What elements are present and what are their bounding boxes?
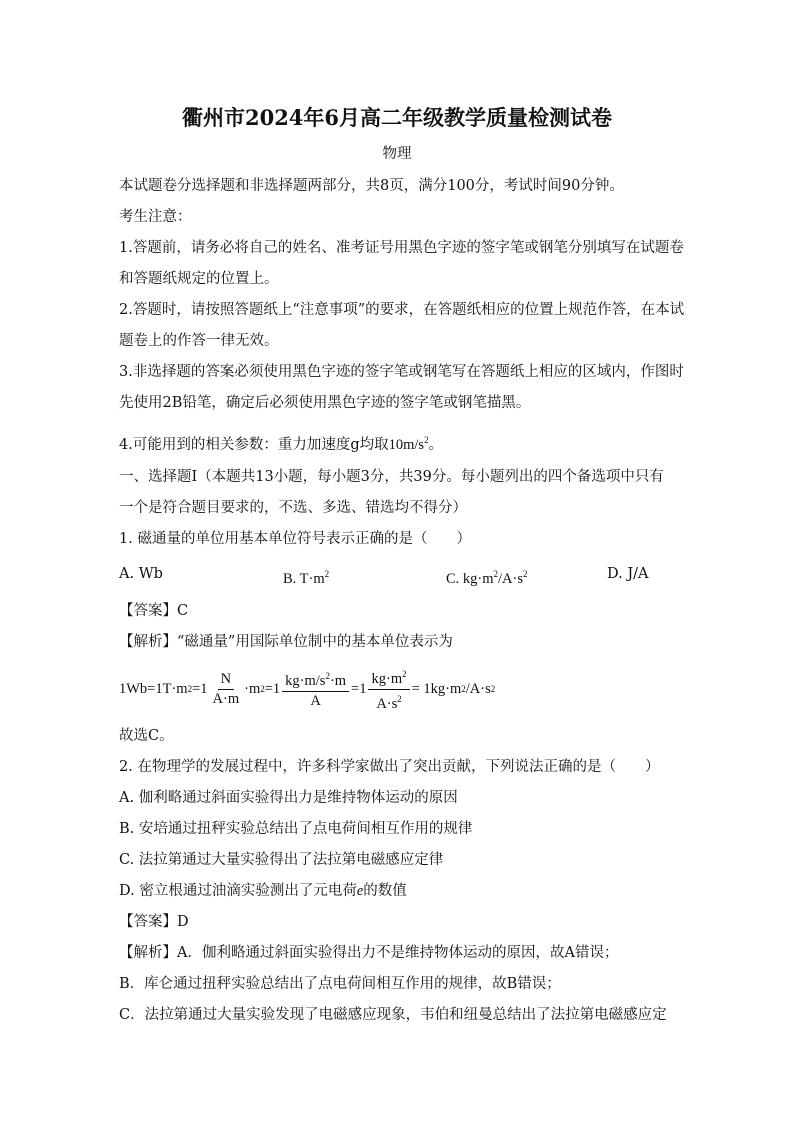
notice-4-end: 。	[428, 437, 444, 453]
exam-intro: 本试题卷分选择题和非选择题两部分，共8页，满分100分，考试时间90分钟。	[119, 178, 624, 194]
notice-3-line-2: 先使用2B铅笔，确定后必须使用黑色字迹的签字笔或钢笔描黑。	[119, 395, 531, 411]
q2-analysis-c: C．法拉第通过大量实验发现了电磁感应现象，韦伯和纽曼总结出了法拉第电磁感应定	[119, 1007, 667, 1023]
q1-unit-formula: 1Wb=1T·m 2 =1 $\frac{N}{A\cdot m}$ ·m 2 =1 $\frac{kg\cdot m/s^2\cdot m}{A}$ =1 $\frac{kg\cdot m^2}{A\cdot s^2}$ = 1kg·m 2 /A·s 2	[119, 664, 495, 714]
q1-answer: 【答案】C	[119, 603, 189, 619]
q1-analysis: 【解析】“磁通量”用国际单位制中的基本单位表示为	[119, 634, 453, 650]
q2-option-b: B. 安培通过扭秤实验总结出了点电荷间相互作用的规律	[119, 821, 473, 837]
notice-1-line-2: 和答题纸规定的位置上。	[119, 271, 279, 287]
q1-option-c: C. $kg\cdot m^2/A\cdot s^2$	[446, 569, 528, 587]
q1-conclusion: 故选C。	[119, 728, 174, 744]
q2-stem: 2. 在物理学的发展过程中，许多科学家做出了突出贡献，下列说法正确的是（ ）	[119, 759, 660, 775]
q2-answer: 【答案】D	[119, 914, 189, 930]
fraction-1: $\frac{N}{A\cdot m}$	[212, 670, 240, 707]
fraction-3: $\frac{kg\cdot m^2}{A\cdot s^2}$	[368, 665, 409, 714]
section-1-heading-line-2: 一个是符合题目要求的，不选、多选、错选均不得分）	[119, 500, 467, 516]
notice-2-line-2: 题卷上的作答一律无效。	[119, 333, 279, 349]
q2-option-c: C. 法拉第通过大量实验得出了法拉第电磁感应定律	[119, 852, 444, 868]
q2-option-a: A. 伽利略通过斜面实验得出力是维持物体运动的原因	[119, 790, 458, 806]
q1-option-d: D. J/A	[607, 566, 649, 582]
gravity-value: $10m/s^2$	[388, 435, 429, 453]
q1-option-b: B. $T\cdot m^2$	[283, 569, 330, 587]
notice-3-line-1: 3.非选择题的答案必须使用黑色字迹的签字笔或钢笔写在答题纸上相应的区域内，作图时	[119, 364, 684, 380]
fraction-2: $\frac{kg\cdot m/s^2\cdot m}{A}$	[282, 667, 349, 711]
exam-title: 衢州市2024年6月高二年级教学质量检测试卷	[181, 105, 613, 130]
notice-2-line-1: 2.答题时，请按照答题纸上“注意事项”的要求，在答题纸相应的位置上规范作答，在本试	[119, 302, 685, 318]
section-1-heading-line-1: 一、选择题Ⅰ（本题共13小题，每小题3分，共39分。每小题列出的四个备选项中只有	[119, 469, 664, 485]
notice-4-text: 4.可能用到的相关参数：重力加速度g均取	[119, 437, 389, 453]
subject-label: 物理	[382, 146, 412, 162]
q2-option-d: D. 密立根通过油滴实验测出了元电荷e的数值	[119, 883, 407, 899]
q2-analysis-b: B．库仑通过扭秤实验总结出了点电荷间相互作用的规律，故B错误；	[119, 976, 561, 992]
notice-1-line-1: 1.答题前，请务必将自己的姓名、准考证号用黑色字迹的签字笔或钢笔分别填写在试题卷	[119, 240, 684, 256]
q2-analysis-a: 【解析】A．伽利略通过斜面实验得出力不是维持物体运动的原因，故A错误；	[119, 945, 619, 961]
q1-option-a: A. Wb	[119, 566, 163, 582]
notice-heading: 考生注意：	[119, 209, 192, 225]
notice-4	[119, 430, 443, 455]
q1-stem: 1. 磁通量的单位用基本单位符号表示正确的是（ ）	[119, 531, 471, 547]
